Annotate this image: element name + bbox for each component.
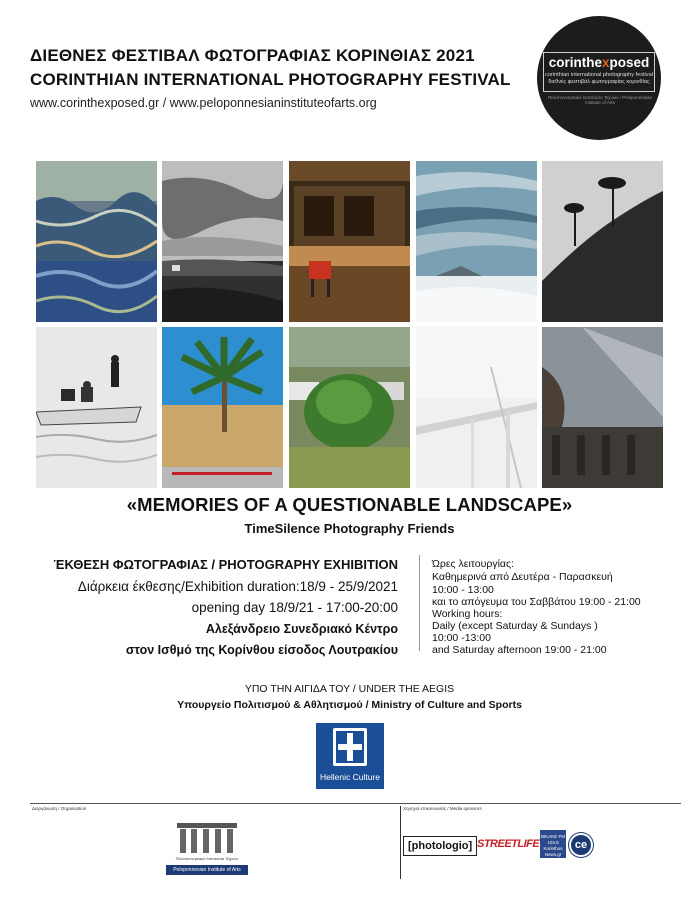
photo-sea-of-clouds — [416, 161, 537, 322]
photo-red-chair-interior — [289, 161, 410, 322]
festival-urls: www.corinthexposed.gr / www.peloponnesianinstituteofarts.org — [30, 96, 377, 110]
photo-bw-clouds-hill — [162, 161, 283, 322]
photo-dark-ruins-light — [542, 327, 663, 488]
footer-divider — [400, 806, 401, 879]
photo-trees-silhouette — [542, 161, 663, 322]
exhibition-duration: Διάρκεια έκθεσης/Exhibition duration:18/9 - 25/9/2021 — [77, 579, 398, 594]
greek-emblem-icon — [333, 728, 367, 766]
festival-title-english: CORINTHIAN INTERNATIONAL PHOTOGRAPHY FESTIVAL — [30, 70, 511, 89]
aegis-heading: ΥΠΟ ΤΗΝ ΑΙΓΙΔΑ ΤΟΥ / UNDER THE AEGIS — [244, 683, 455, 695]
hours-line: Daily (except Saturday & Sundays ) — [432, 620, 598, 632]
venue-name: Αλεξάνδρειο Συνεδριακό Κέντρο — [205, 622, 398, 636]
photo-palm-tree-wall — [162, 327, 283, 488]
hours-line: Ώρες λειτουργίας: — [432, 558, 514, 570]
photo-water-reflection — [36, 161, 157, 322]
logo-subtitle-greek: διεθνές φεστιβάλ φωτογραφίας κορινθίας — [548, 79, 650, 85]
hours-line: Working hours: — [432, 608, 503, 620]
logo-organisation-line: Πελοποννησιακό Ινστιτούτο Τεχνών / Peloponnesian Institute of Arts — [547, 95, 653, 105]
hours-line: Καθημερινά από Δευτέρα - Παρασκευή — [432, 571, 613, 583]
hours-line: and Saturday afternoon 19:00 - 21:00 — [432, 644, 607, 656]
temple-columns-icon — [163, 819, 251, 859]
hours-line: 10:00 - 13:00 — [432, 584, 494, 596]
logo-wordmark: corinthexposed — [548, 55, 650, 70]
venue-location: στον Ισθμό της Κορίνθου είσοδος Λουτρακίου — [125, 643, 398, 657]
institute-caption-greek: Πελοποννησιακό Ινστιτούτο Τεχνών — [175, 856, 239, 861]
sponsor-radio-korinthos-news: ΒΙΚΑΚΕ FM 103.8 Korinthos News.gr — [540, 830, 566, 858]
organisation-label: Διοργάνωση / Organisation — [32, 806, 87, 811]
aegis-ministry: Υπουργείο Πολιτισμού & Αθλητισμού / Ministry of Culture and Sports — [177, 699, 522, 711]
opening-day: opening day 18/9/21 - 17:00-20:00 — [191, 600, 398, 615]
photo-bw-boat-fishermen — [36, 327, 157, 488]
sponsor-photologio: [photologio] — [403, 836, 477, 856]
hours-line: 10:00 -13:00 — [432, 632, 491, 644]
festival-title-greek: ΔΙΕΘΝΕΣ ΦΕΣΤΙΒΑΛ ΦΩΤΟΓΡΑΦΙΑΣ ΚΟΡΙΝΘΙΑΣ 2021 — [30, 46, 475, 65]
sponsor-streetlife: STREETLIFE — [477, 838, 540, 850]
logo-subtitle-english: corinthian international photography festival — [545, 72, 653, 78]
exhibition-subtitle: TimeSilence Photography Friends — [244, 521, 455, 536]
exhibition-title: «MEMORIES OF A QUESTIONABLE LANDSCAPE» — [126, 494, 573, 515]
corinthexposed-logo-box — [543, 52, 655, 92]
hellenic-culture-badge — [316, 723, 384, 789]
footer-rule — [30, 803, 681, 804]
photo-foggy-bridge — [416, 327, 537, 488]
info-divider — [419, 555, 420, 651]
media-sponsors-label: Χορηγοί επικοινωνίας / Media sponsors — [403, 806, 482, 811]
hours-line: και το απόγευμα του Σαββάτου 19:00 - 21:00 — [432, 596, 641, 608]
hellenic-culture-label: Hellenic Culture — [320, 772, 380, 782]
peloponnesian-institute-logo — [163, 819, 251, 876]
institute-name: Peloponnesian Institute of Arts — [166, 865, 248, 875]
exhibition-type: ΈΚΘΕΣΗ ΦΩΤΟΓΡΑΦΙΑΣ / PHOTOGRAPHY EXHIBITION — [53, 557, 398, 572]
photo-bush-green-field — [289, 327, 410, 488]
sponsor-ce-logo: ce — [569, 833, 593, 857]
